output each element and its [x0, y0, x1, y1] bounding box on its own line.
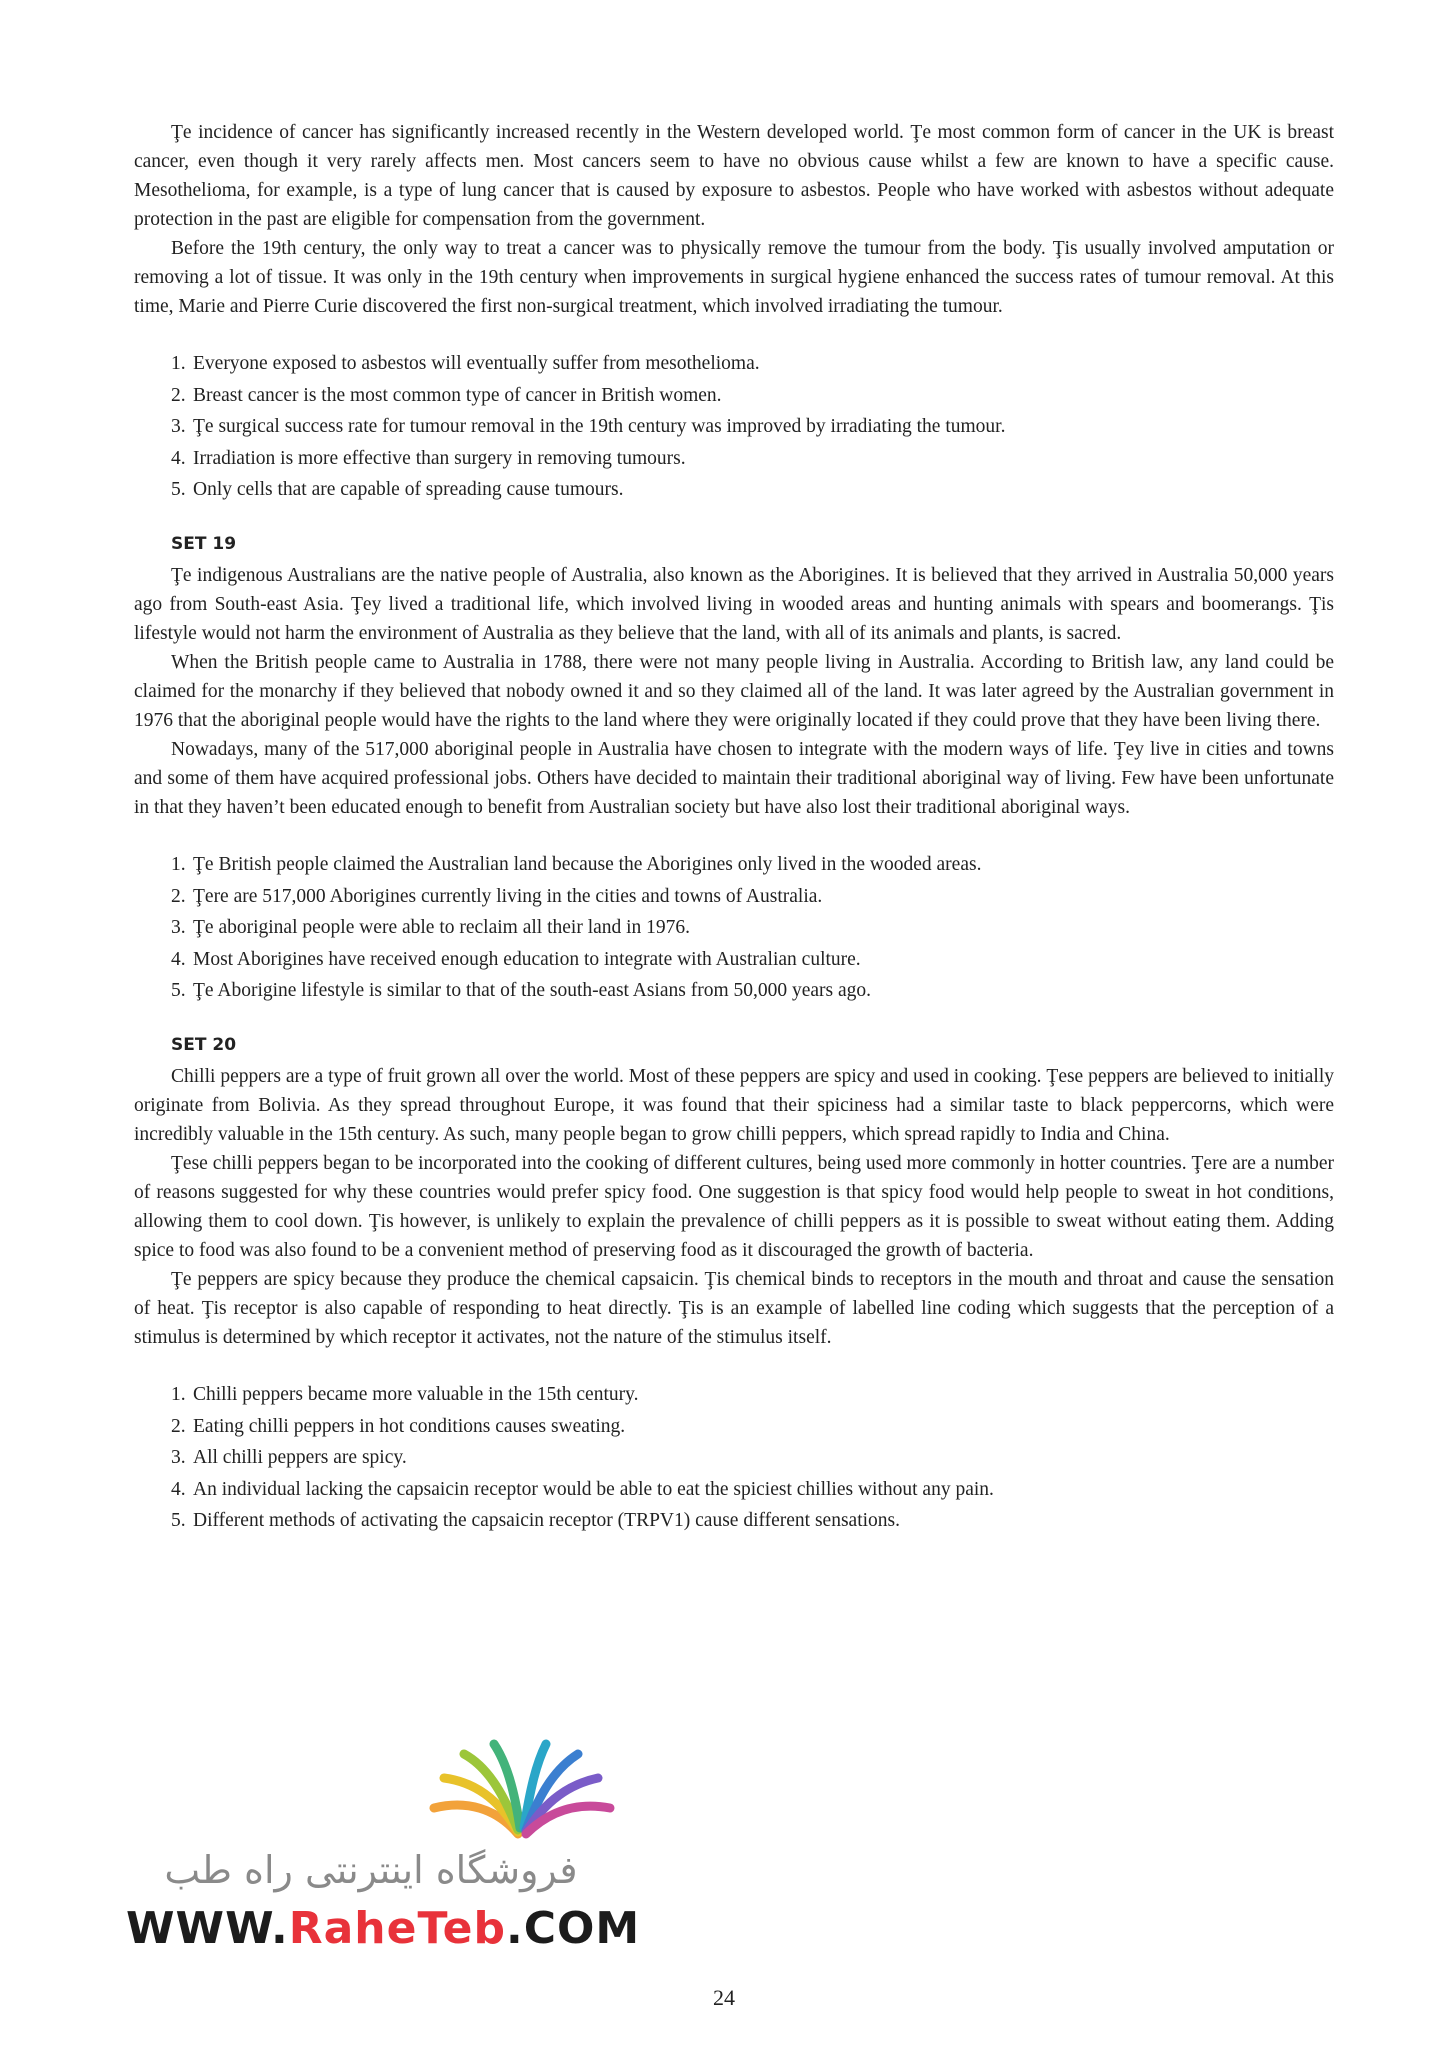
question-item: [134, 381, 1334, 410]
paragraph: Ţese chilli peppers began to be incorporated into the cooking of different cultures, being used more commonly in hotter countries. Ţere are a number of reasons suggested for why these countries would prefer spicy food. One suggestion is that spicy food would help people to sweat in hot conditions, allowing them to cool down. Ţis however, is unlikely to explain the prevalence of chilli peppers as it is possible to sweat without eating them. Adding spice to food was also found to be a convenient method of preserving food as it discouraged the growth of bacteria.: [134, 1153, 1334, 1261]
question-text: Everyone exposed to asbestos will eventually suffer from mesothelioma.: [193, 353, 760, 374]
set-heading: SET 20: [171, 1035, 237, 1055]
url-brand: RaheTeb: [288, 1903, 506, 1954]
question-text: Only cells that are capable of spreading cause tumours.: [193, 479, 624, 500]
question-text: Different methods of activating the capsaicin receptor (TRPV1) cause different sensations.: [193, 1510, 900, 1531]
question-item: [134, 1443, 1334, 1472]
question-item: [134, 475, 1334, 504]
question-number: 5.: [171, 479, 186, 500]
paragraph: Nowadays, many of the 517,000 aboriginal people in Australia have chosen to integrate with the modern ways of life. Ţey live in cities and towns and some of them have acquired professional jobs. Others have decided to maintain their traditional aboriginal way of living. Few have been unfortunate in that they haven’t been educated enough to benefit from Australian society but have also lost their traditional aboriginal ways.: [134, 739, 1334, 818]
page-number: 24: [713, 1985, 735, 2010]
paragraph: When the British people came to Australia in 1788, there were not many people living in Australia. According to British law, any land could be claimed for the monarchy if they believed that nobody owned it and so they claimed all of the land. It was later agreed by the Australian government in 1976 that the aboriginal people would have the rights to the land where they were originally located if they could prove that they have been living there.: [134, 652, 1334, 731]
question-item: [134, 444, 1334, 473]
question-number: 2.: [171, 1415, 186, 1437]
question-item: [134, 1380, 1334, 1409]
set-20: [134, 1031, 1334, 1535]
paragraph: Ţe peppers are spicy because they produce the chemical capsaicin. Ţis chemical binds to receptors in the mouth and throat and cause the sensation of heat. Ţis receptor is also capable of responding to heat directly. Ţis is an example of labelled line coding which suggests that the perception of a stimulus is determined by which receptor it activates, not the nature of the stimulus itself.: [134, 1269, 1334, 1348]
question-text: Eating chilli peppers in hot conditions causes sweating.: [193, 1415, 626, 1437]
question-number: 4.: [171, 447, 186, 469]
question-text: Ţe British people claimed the Australian land because the Aborigines only lived in the wooded areas.: [193, 854, 982, 875]
question-number: 1.: [171, 353, 186, 374]
question-number: 5.: [171, 980, 186, 1001]
question-text: Ţe Aborigine lifestyle is similar to that of the south-east Asians from 50,000 years ago.: [193, 980, 872, 1001]
page-content: [134, 118, 1334, 1538]
question-list: [134, 1380, 1334, 1535]
question-item: [134, 913, 1334, 942]
question-number: 2.: [171, 885, 186, 907]
question-number: 3.: [171, 416, 186, 437]
question-item: [134, 882, 1334, 911]
url-suffix: .COM: [505, 1903, 641, 1954]
question-text: Ţe surgical success rate for tumour removal in the 19th century was improved by irradiating the tumour.: [193, 416, 1006, 437]
question-text: An individual lacking the capsaicin receptor would be able to eat the spiciest chillies without any pain.: [193, 1478, 994, 1500]
question-number: 2.: [171, 384, 186, 406]
question-item: [134, 976, 1334, 1005]
question-item: [134, 1506, 1334, 1535]
set-heading: SET 19: [171, 534, 237, 554]
question-number: 3.: [171, 917, 186, 938]
paragraph: Before the 19th century, the only way to treat a cancer was to physically remove the tumour from the body. Ţis usually involved amputation or removing a lot of tissue. It was only in the 19th century when improvements in surgical hygiene enhanced the success rates of tumour removal. At this time, Marie and Pierre Curie discovered the first non-surgical treatment, which involved irradiating the tumour.: [134, 238, 1334, 317]
paragraph: Chilli peppers are a type of fruit grown all over the world. Most of these peppers are spicy and used in cooking. Ţese peppers are believed to initially originate from Bolivia. As they spread throughout Europe, it was found that their spiciness had a similar taste to black peppercorns, which were incredibly valuable in the 15th century. As such, many people began to grow chilli peppers, which spread rapidly to India and China.: [134, 1066, 1334, 1145]
question-list: [134, 850, 1334, 1005]
intro-passage: [134, 118, 1334, 504]
question-item: [134, 349, 1334, 378]
paragraph: Ţe indigenous Australians are the native people of Australia, also known as the Aborigines. It is believed that they arrived in Australia 50,000 years ago from South-east Asia. Ţey lived a traditional life, which involved living in wooded areas and hunting animals with spears and boomerangs. Ţis lifestyle would not harm the environment of Australia as they believe that the land, with all of its animals and plants, is sacred.: [134, 565, 1334, 644]
question-text: Ţere are 517,000 Aborigines currently living in the cities and towns of Australia.: [193, 885, 823, 907]
question-number: 3.: [171, 1447, 186, 1468]
question-item: [134, 945, 1334, 974]
question-text: Breast cancer is the most common type of cancer in British women.: [193, 384, 722, 406]
question-item: [134, 1475, 1334, 1504]
watermark-url: [126, 1903, 640, 1954]
question-text: Chilli peppers became more valuable in the 15th century.: [193, 1384, 639, 1405]
book-fan-icon: [426, 1738, 616, 1843]
question-item: [134, 850, 1334, 879]
url-prefix: WWW.: [126, 1903, 289, 1954]
question-text: All chilli peppers are spicy.: [193, 1447, 407, 1468]
question-number: 1.: [171, 854, 186, 875]
question-text: Ţe aboriginal people were able to reclaim all their land in 1976.: [193, 917, 691, 938]
question-item: [134, 412, 1334, 441]
question-text: Irradiation is more effective than surgery in removing tumours.: [193, 447, 686, 469]
question-number: 4.: [171, 948, 186, 970]
question-number: 5.: [171, 1510, 186, 1531]
question-number: 1.: [171, 1384, 186, 1405]
question-text: Most Aborigines have received enough education to integrate with Australian culture.: [193, 948, 861, 970]
question-item: [134, 1412, 1334, 1441]
question-list: [134, 349, 1334, 504]
watermark-persian-text: فروشگاه اینترنتی راه طب: [164, 1848, 578, 1892]
raheteb-watermark: [126, 1738, 641, 1958]
set-19: [134, 530, 1334, 1005]
question-number: 4.: [171, 1478, 186, 1500]
paragraph: Ţe incidence of cancer has significantly increased recently in the Western developed world. Ţe most common form of cancer in the UK is breast cancer, even though it very rarely affects men. Most cancers seem to have no obvious cause whilst a few are known to have a specific cause. Mesothelioma, for example, is a type of lung cancer that is caused by exposure to asbestos. People who have worked with asbestos without adequate protection in the past are eligible for compensation from the government.: [134, 122, 1334, 230]
